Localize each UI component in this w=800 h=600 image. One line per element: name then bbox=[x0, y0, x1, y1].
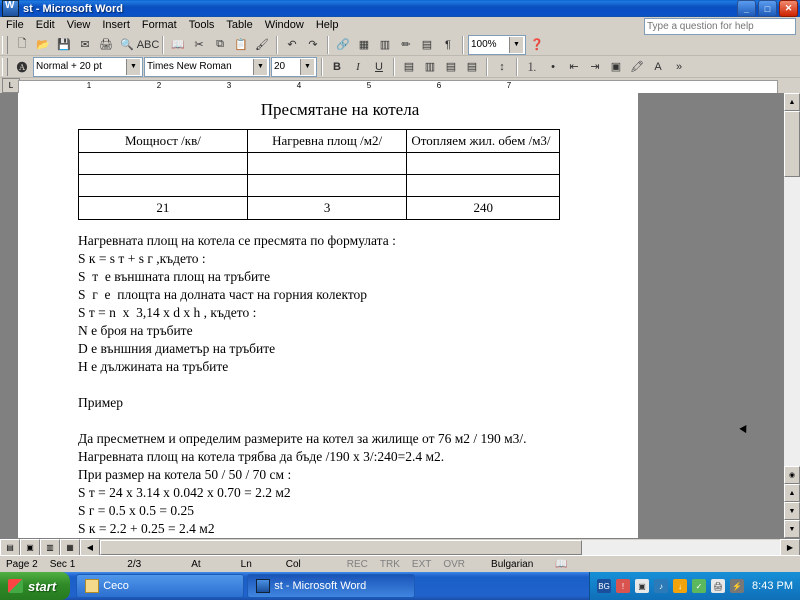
font-color-icon[interactable]: A bbox=[654, 60, 662, 73]
toolbar-separator bbox=[321, 58, 323, 76]
system-tray bbox=[589, 572, 800, 600]
menu-item-window[interactable]: Window bbox=[264, 19, 304, 32]
numbering-icon[interactable]: ⒈ bbox=[526, 61, 538, 74]
paragraph: S т е външната площ на тръбите bbox=[78, 269, 271, 285]
font-size-value: 20 bbox=[274, 61, 286, 73]
chevron-down-icon[interactable]: ▼ bbox=[509, 37, 523, 53]
paragraph: S т = 24 х 3.14 х 0.042 х 0.70 = 2.2 м2 bbox=[78, 485, 291, 501]
paragraph: При размер на котела 50 / 50 / 70 см : bbox=[78, 467, 292, 483]
menu-item-insert[interactable]: Insert bbox=[102, 19, 130, 32]
paste-icon[interactable]: 📋 bbox=[234, 39, 248, 52]
ruler-mark: 4 bbox=[296, 81, 302, 91]
italic-button[interactable]: I bbox=[356, 60, 360, 73]
table-cell bbox=[79, 153, 248, 175]
menu-item-format[interactable]: Format bbox=[141, 19, 177, 32]
window-title: st - Microsoft Word bbox=[23, 2, 124, 15]
line-spacing-icon[interactable]: ↕ bbox=[499, 60, 505, 73]
format-painter-icon[interactable]: 🖌 bbox=[255, 39, 269, 52]
boiler-table[interactable] bbox=[78, 129, 560, 220]
justify-icon[interactable]: ▤ bbox=[466, 61, 478, 74]
table-header-area: Нагревна площ /м2/ bbox=[247, 130, 407, 153]
print-layout-view-button[interactable]: ▥ bbox=[40, 539, 60, 556]
paragraph: S т = n x 3,14 x d x h , където : bbox=[78, 305, 257, 321]
scroll-down-button[interactable]: ▼ bbox=[784, 520, 800, 538]
word-icon bbox=[256, 579, 270, 593]
table-icon[interactable]: ▦ bbox=[358, 39, 370, 52]
outline-view-button[interactable]: ▦ bbox=[60, 539, 80, 556]
ruler-mark: 2 bbox=[156, 81, 162, 91]
ruler-mark: 7 bbox=[506, 81, 512, 91]
chevron-down-icon[interactable]: ▼ bbox=[300, 59, 314, 75]
bold-button[interactable]: B bbox=[333, 60, 341, 73]
paragraph: S к = 2.2 + 0.25 = 2.4 м2 bbox=[78, 521, 215, 537]
spellcheck-status-icon[interactable]: 📖 bbox=[555, 558, 568, 570]
status-bar bbox=[0, 555, 800, 572]
table-cell bbox=[407, 153, 560, 175]
help-icon[interactable]: ❓ bbox=[530, 39, 544, 52]
font-value: Times New Roman bbox=[147, 61, 232, 73]
paragraph: Нагревната площ на котела трябва да бъде /190 х 3/:240=2.4 м2. bbox=[78, 449, 445, 465]
hyperlink-icon[interactable]: 🔗 bbox=[336, 39, 350, 52]
table-cell: 21 bbox=[79, 197, 248, 220]
status-section: Sec 1 bbox=[49, 558, 76, 570]
empty-line bbox=[78, 376, 614, 394]
network-icon[interactable]: ▣ bbox=[635, 579, 649, 593]
bullets-icon[interactable]: • bbox=[551, 60, 555, 73]
ruler-scale[interactable] bbox=[18, 80, 778, 94]
taskbar-item-label: Ceco bbox=[103, 580, 129, 592]
menu-item-help[interactable]: Help bbox=[315, 19, 339, 32]
vertical-scroll-track[interactable] bbox=[784, 177, 800, 466]
shield-icon[interactable]: ! bbox=[616, 579, 630, 593]
font-combo[interactable] bbox=[144, 57, 270, 77]
highlight-icon[interactable]: 🖍 bbox=[630, 61, 644, 74]
page-content[interactable] bbox=[18, 93, 638, 538]
word-icon bbox=[2, 0, 19, 17]
menu-item-edit[interactable]: Edit bbox=[35, 19, 55, 32]
table-row bbox=[79, 153, 560, 175]
horizontal-scrollbar-row[interactable] bbox=[0, 538, 800, 555]
toolbar-separator bbox=[276, 36, 278, 54]
paragraph: S г = 0.5 х 0.5 = 0.25 bbox=[78, 503, 195, 519]
save-icon[interactable]: 💾 bbox=[57, 39, 71, 52]
title-bar bbox=[0, 0, 800, 17]
paragraph: N е броя на тръбите bbox=[78, 323, 193, 339]
table-cell: 3 bbox=[247, 197, 407, 220]
toolbar-separator bbox=[462, 36, 464, 54]
taskbar-item-label: st - Microsoft Word bbox=[274, 580, 367, 592]
align-left-icon[interactable]: ▤ bbox=[403, 61, 415, 74]
table-cell bbox=[79, 175, 248, 197]
scroll-left-button[interactable]: ◀ bbox=[80, 539, 100, 556]
chevron-down-icon[interactable]: ▼ bbox=[253, 59, 267, 75]
task-list bbox=[76, 574, 415, 598]
usb-icon[interactable]: ⚡ bbox=[730, 579, 744, 593]
undo-icon[interactable]: ↶ bbox=[287, 39, 297, 52]
zoom-combo[interactable] bbox=[468, 35, 526, 55]
align-center-icon[interactable]: ▥ bbox=[424, 61, 436, 74]
columns-icon[interactable]: ▥ bbox=[379, 39, 391, 52]
align-right-icon[interactable]: ▤ bbox=[445, 61, 457, 74]
paragraph: D е външния диаметър на тръбите bbox=[78, 341, 276, 357]
copy-icon[interactable]: ⧉ bbox=[216, 38, 224, 51]
new-document-icon[interactable]: 🗋 bbox=[17, 38, 27, 51]
toolbar-overflow-icon[interactable]: » bbox=[675, 60, 683, 73]
table-cell bbox=[407, 175, 560, 197]
print-preview-icon[interactable]: 🔍 bbox=[120, 39, 134, 52]
document-map-icon[interactable]: ▤ bbox=[421, 39, 433, 52]
status-line: Ln bbox=[240, 558, 252, 570]
ruler-mark: 6 bbox=[436, 81, 442, 91]
status-ovr[interactable]: OVR bbox=[443, 558, 466, 570]
open-folder-icon[interactable]: 📂 bbox=[36, 39, 50, 52]
chevron-down-icon[interactable]: ▼ bbox=[126, 59, 140, 75]
print-icon[interactable]: 🖨 bbox=[99, 39, 113, 52]
taskbar-clock[interactable]: 8:43 PM bbox=[752, 580, 793, 592]
toolbar-grip[interactable] bbox=[2, 58, 8, 76]
horizontal-ruler[interactable] bbox=[0, 78, 800, 93]
ruler-mark: 5 bbox=[366, 81, 372, 91]
borders-icon[interactable]: ▣ bbox=[610, 61, 622, 74]
menu-bar bbox=[0, 17, 800, 35]
status-col: Col bbox=[285, 558, 301, 570]
ruler-mark: 3 bbox=[226, 81, 232, 91]
empty-line bbox=[78, 412, 614, 430]
next-page-button[interactable]: ▼ bbox=[784, 502, 800, 520]
taskbar-item-word[interactable] bbox=[247, 574, 415, 598]
menu-item-tools[interactable]: Tools bbox=[188, 19, 215, 32]
paragraph: H е дължината на тръбите bbox=[78, 359, 229, 375]
paragraph: S к = s т + s г ,където : bbox=[78, 251, 206, 267]
sound-icon[interactable]: ♪ bbox=[654, 579, 668, 593]
table-cell bbox=[247, 153, 407, 175]
document-heading: Пресмятане на котела bbox=[260, 100, 420, 120]
increase-indent-icon[interactable]: ⇥ bbox=[590, 61, 600, 74]
drawing-icon[interactable]: ✏ bbox=[401, 39, 411, 52]
body-text[interactable] bbox=[78, 232, 614, 538]
status-page: Page 2 bbox=[6, 558, 38, 570]
normal-view-button[interactable]: ▤ bbox=[0, 539, 20, 556]
printer-icon[interactable]: 🖨 bbox=[711, 579, 725, 593]
scroll-right-button[interactable]: ▶ bbox=[780, 539, 800, 556]
previous-page-button[interactable]: ▲ bbox=[784, 484, 800, 502]
table-cell bbox=[247, 175, 407, 197]
taskbar-item-ceco[interactable] bbox=[76, 574, 244, 598]
tab-selector-button[interactable]: L bbox=[2, 78, 20, 93]
document-page[interactable] bbox=[18, 93, 638, 538]
status-page-count: 2/3 bbox=[127, 558, 142, 570]
left-gutter bbox=[0, 93, 18, 538]
toolbar-separator bbox=[393, 58, 395, 76]
table-row bbox=[79, 197, 560, 220]
table-row bbox=[79, 175, 560, 197]
maximize-button[interactable]: □ bbox=[758, 0, 777, 17]
menu-item-file[interactable]: File bbox=[6, 19, 24, 32]
windows-flag-icon bbox=[8, 579, 23, 593]
cut-icon[interactable]: ✂ bbox=[194, 39, 204, 52]
formatting-toolbar bbox=[0, 56, 800, 78]
paragraph: Пример bbox=[78, 395, 124, 411]
window-controls bbox=[737, 0, 798, 17]
paragraph: Да пресметнем и определим размерите на котел за жилище от 76 м2 / 190 м3/. bbox=[78, 431, 527, 447]
web-layout-view-button[interactable]: ▣ bbox=[20, 539, 40, 556]
decrease-indent-icon[interactable]: ⇤ bbox=[569, 61, 579, 74]
font-size-combo[interactable] bbox=[271, 57, 317, 77]
email-icon[interactable]: ✉ bbox=[80, 39, 90, 52]
close-button[interactable]: ✕ bbox=[779, 0, 798, 17]
paragraph: S г е площта на долната част на горния колектор bbox=[78, 287, 368, 303]
zoom-value: 100% bbox=[471, 39, 497, 51]
menu-item-view[interactable]: View bbox=[66, 19, 91, 32]
status-trk[interactable]: TRK bbox=[379, 558, 400, 570]
vertical-scrollbar[interactable] bbox=[783, 93, 800, 538]
language-indicator[interactable]: BG bbox=[597, 579, 611, 593]
underline-button[interactable]: U bbox=[375, 60, 383, 73]
toolbar-separator bbox=[516, 58, 518, 76]
toolbar-separator bbox=[162, 36, 164, 54]
horizontal-scroll-thumb[interactable] bbox=[100, 540, 582, 555]
ruler-mark: 1 bbox=[86, 81, 92, 91]
redo-icon[interactable]: ↷ bbox=[308, 39, 318, 52]
toolbar-grip[interactable] bbox=[2, 36, 8, 54]
start-label: start bbox=[28, 578, 57, 594]
toolbar-separator bbox=[486, 58, 488, 76]
scroll-up-button[interactable]: ▲ bbox=[784, 93, 800, 111]
paragraph: Нагревната площ на котела се пресмята по формулата : bbox=[78, 233, 396, 249]
antivirus-icon[interactable]: ✓ bbox=[692, 579, 706, 593]
status-ext[interactable]: EXT bbox=[411, 558, 432, 570]
status-language[interactable]: Bulgarian bbox=[491, 558, 534, 570]
table-cell: 240 bbox=[407, 197, 560, 220]
styles-pane-icon[interactable]: 🅐 bbox=[16, 61, 28, 74]
toolbar-separator bbox=[327, 36, 329, 54]
table-header-row bbox=[79, 130, 560, 153]
show-formatting-icon[interactable]: ¶ bbox=[445, 38, 451, 51]
horizontal-scroll-track[interactable] bbox=[100, 540, 780, 555]
status-rec[interactable]: REC bbox=[346, 558, 368, 570]
ask-a-question-input[interactable] bbox=[644, 18, 796, 35]
menu-item-table[interactable]: Table bbox=[226, 19, 253, 32]
select-browse-object-icon[interactable]: ◉ bbox=[784, 466, 800, 484]
minimize-button[interactable]: _ bbox=[737, 0, 756, 17]
table-header-power: Мощност /кв/ bbox=[79, 130, 248, 153]
research-icon[interactable]: 📖 bbox=[171, 39, 185, 52]
folder-icon bbox=[85, 579, 99, 593]
mouse-cursor bbox=[739, 425, 749, 435]
document-canvas[interactable] bbox=[0, 93, 783, 538]
document-region bbox=[0, 93, 800, 538]
style-value: Normal + 20 pt bbox=[36, 61, 102, 73]
ask-a-question-box bbox=[644, 18, 796, 35]
spellcheck-icon[interactable]: ABC bbox=[136, 38, 160, 51]
style-combo[interactable] bbox=[33, 57, 143, 77]
update-icon[interactable]: ↓ bbox=[673, 579, 687, 593]
vertical-scroll-thumb[interactable] bbox=[784, 111, 800, 177]
table-header-volume: Отопляем жил. обем /м3/ bbox=[407, 130, 560, 153]
taskbar bbox=[0, 572, 800, 600]
standard-toolbar bbox=[0, 35, 800, 57]
status-at: At bbox=[191, 558, 201, 570]
start-button[interactable] bbox=[0, 572, 70, 600]
